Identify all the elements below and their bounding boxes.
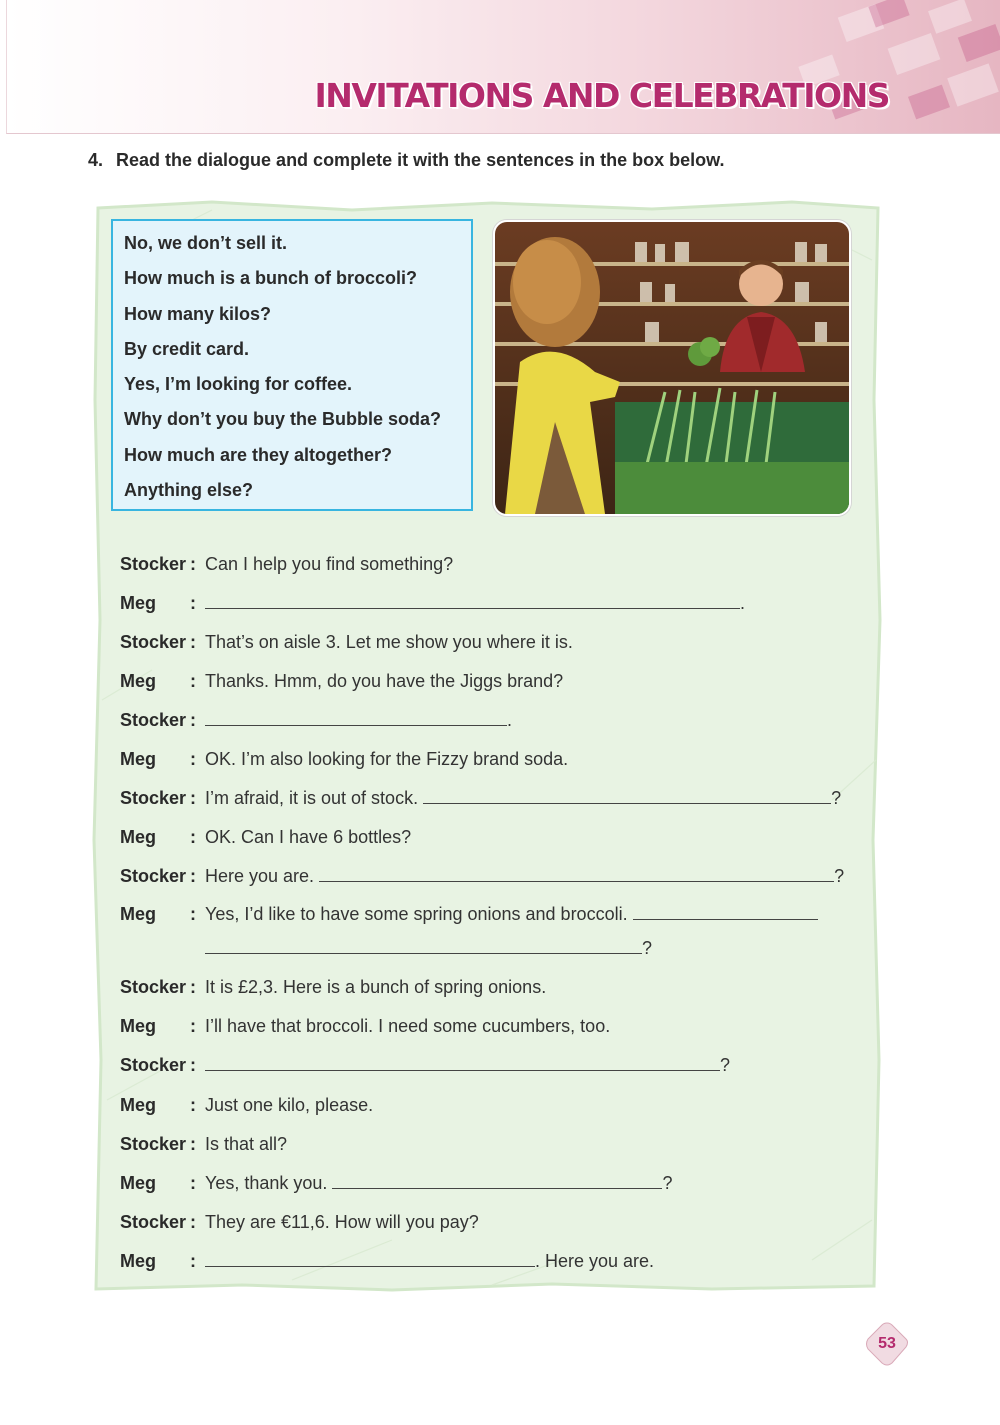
sentence-option: Anything else?: [124, 480, 254, 501]
line-text: [205, 822, 411, 852]
speaker-name: Meg: [120, 827, 156, 847]
speaker-name: Meg: [120, 1095, 156, 1115]
speaker-name: Stocker: [120, 1134, 187, 1154]
answer-blank[interactable]: [205, 588, 740, 609]
speaker-name: Meg: [120, 904, 156, 924]
line-text-before: OK. Can I have 6 bottles?: [205, 827, 412, 847]
speaker-colon: :: [190, 1055, 196, 1075]
sentence-option: Yes, I’m looking for coffee.: [124, 374, 353, 395]
speaker-name: Stocker: [120, 710, 187, 730]
speaker-colon: :: [190, 904, 196, 924]
answer-blank[interactable]: [633, 899, 818, 920]
line-text-before: Is that all?: [205, 1134, 288, 1154]
exercise-number: 4.: [88, 150, 104, 170]
line-text: [205, 972, 546, 1002]
answer-blank[interactable]: [205, 1246, 535, 1267]
line-text-after: ?: [831, 788, 842, 808]
speaker-colon: :: [190, 671, 196, 691]
speaker-colon: :: [190, 977, 196, 997]
sentence-option: How much are they altogether?: [124, 444, 393, 465]
line-text-before: They are €11,6. How will you pay?: [205, 1212, 479, 1232]
speaker-colon: :: [190, 749, 196, 769]
line-text-after: ?: [642, 938, 653, 958]
line-text-before: Just one kilo, please.: [205, 1095, 374, 1115]
answer-blank[interactable]: [205, 1050, 720, 1071]
line-text: [205, 1090, 373, 1120]
line-text: [205, 1129, 287, 1159]
line-text: [205, 705, 512, 735]
header-banner: [6, 0, 1000, 134]
speaker-name: Stocker: [120, 632, 187, 652]
grocery-store-photo: [493, 220, 851, 516]
sentence-option: How much is a bunch of broccoli?: [124, 268, 418, 289]
answer-blank[interactable]: [319, 861, 834, 882]
line-text: [205, 861, 844, 891]
speaker-colon: :: [190, 554, 196, 574]
line-text-before: Can I help you find something?: [205, 554, 454, 574]
speaker-colon: :: [190, 1134, 196, 1154]
speaker-name: Stocker: [120, 1212, 187, 1232]
speaker-colon: :: [190, 593, 196, 613]
speaker-colon: :: [190, 1251, 196, 1271]
answer-blank[interactable]: [332, 1168, 662, 1189]
speaker-colon: :: [190, 710, 196, 730]
sentence-option: How many kilos?: [124, 303, 272, 324]
line-text-before: That’s on aisle 3. Let me show you where it is.: [205, 632, 573, 652]
line-text-after: .: [507, 710, 513, 730]
line-text-after: . Here you are.: [535, 1251, 655, 1271]
sentence-option: By credit card.: [124, 338, 250, 359]
line-text-before: Thanks. Hmm, do you have the Jiggs brand?: [205, 671, 564, 691]
line-text-before: Yes, I’d like to have some spring onions and broccoli.: [205, 904, 628, 924]
line-text: [205, 1168, 672, 1198]
line-text-before: OK. I’m also looking for the Fizzy brand soda.: [205, 749, 569, 769]
speaker-colon: :: [190, 788, 196, 808]
line-text-after: .: [740, 593, 746, 613]
speaker-name: Stocker: [120, 977, 187, 997]
speaker-name: Meg: [120, 671, 156, 691]
speaker-colon: :: [190, 1095, 196, 1115]
line-text-before: I’m afraid, it is out of stock.: [205, 788, 419, 808]
speaker-colon: :: [190, 1173, 196, 1193]
answer-blank[interactable]: [205, 933, 642, 954]
speaker-name: Meg: [120, 1173, 156, 1193]
line-text: [205, 1207, 479, 1237]
answer-blank[interactable]: [205, 705, 507, 726]
instruction-text: Read the dialogue and complete it with the sentences in the box below.: [116, 150, 725, 170]
speaker-name: Stocker: [120, 866, 187, 886]
line-text-after: ?: [662, 1173, 673, 1193]
line-text: [205, 1246, 654, 1276]
speaker-name: Meg: [120, 1251, 156, 1271]
speaker-colon: :: [190, 1212, 196, 1232]
speaker-name: Stocker: [120, 554, 187, 574]
page-number: 53: [878, 1335, 896, 1352]
speaker-colon: :: [190, 632, 196, 652]
answer-blank[interactable]: [423, 783, 831, 804]
speaker-name: Stocker: [120, 788, 187, 808]
line-text-before: Yes, thank you.: [205, 1173, 328, 1193]
line-text: [205, 1011, 610, 1041]
line-text: [205, 549, 453, 579]
speaker-colon: :: [190, 827, 196, 847]
speaker-name: Meg: [120, 593, 156, 613]
line-text: [205, 783, 841, 813]
sentence-box: [111, 219, 473, 511]
page-title: INVITATIONS AND CELEBRATIONS: [314, 76, 889, 115]
line-text-before: I’ll have that broccoli. I need some cucumbers, too.: [205, 1016, 611, 1036]
line-text-before: Here you are.: [205, 866, 315, 886]
line-text: [205, 666, 563, 696]
line-text: [205, 899, 818, 929]
line-text-after: ?: [720, 1055, 731, 1075]
line-text: [205, 588, 745, 618]
sentence-option: Why don’t you buy the Bubble soda?: [124, 409, 441, 430]
line-text-before: It is £2,3. Here is a bunch of spring onions.: [205, 977, 547, 997]
page-number-badge: [864, 1321, 910, 1367]
line-text: [205, 627, 573, 657]
sentence-option: No, we don’t sell it.: [124, 233, 288, 253]
exercise-instruction: [88, 150, 724, 171]
line-text: [205, 744, 568, 774]
speaker-name: Meg: [120, 749, 156, 769]
speaker-colon: :: [190, 1016, 196, 1036]
line-text: [205, 1050, 730, 1080]
line-text: [205, 933, 652, 963]
speaker-name: Stocker: [120, 1055, 187, 1075]
speaker-colon: :: [190, 866, 196, 886]
line-text-after: ?: [834, 866, 845, 886]
speaker-name: Meg: [120, 1016, 156, 1036]
